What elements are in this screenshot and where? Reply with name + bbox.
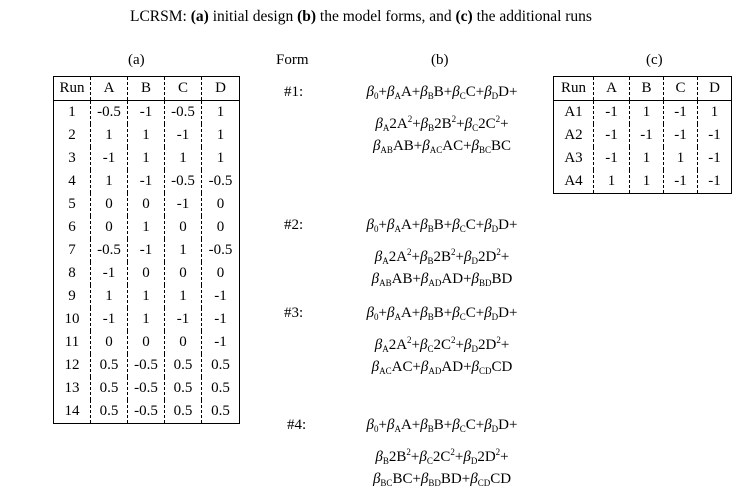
caption-a-tag: (a) [190,8,209,25]
table-cell: 0.5 [165,354,202,377]
column-header: C [664,77,698,101]
model-equation-line: $\beta_{AB}AB+\beta_{AD}AD+\beta_{BD}BD$ [371,271,513,288]
table-cell: 0.5 [202,400,240,424]
table-cell: 0.5 [91,400,128,424]
table-cell: -1 [698,147,732,170]
section-c-label: (c) [646,52,663,68]
table-cell: 0 [128,193,165,216]
table-row [554,147,732,170]
run-label: 1 [54,101,91,125]
table-cell: -1 [202,331,240,354]
table-cell: 1 [630,101,664,125]
table-row [54,170,240,193]
model-equation-line: $\beta_0+\beta_AA+\beta_BB+\beta_CC+\beta_DD+$ [366,417,518,434]
table-row [54,331,240,354]
table-cell: -1 [91,308,128,331]
form-number: #3: [284,305,304,321]
table-row [54,239,240,262]
table-header-row [54,77,240,101]
run-label: 8 [54,262,91,285]
figure-caption [130,8,592,26]
table-cell: 1 [91,170,128,193]
table-cell: -1 [165,308,202,331]
run-label: A2 [554,124,594,147]
table-cell: -1 [91,262,128,285]
table-cell: 1 [128,216,165,239]
column-header: D [698,77,732,101]
column-header: B [630,77,664,101]
column-header: B [128,77,165,101]
table-cell: 1 [165,285,202,308]
table-cell: -1 [698,124,732,147]
table-cell: 1 [128,285,165,308]
table-cell: -1 [594,124,630,147]
table-row [54,262,240,285]
table-cell: 1 [165,147,202,170]
table-row [54,377,240,400]
form-number: #1: [284,84,304,100]
table-cell: 0 [202,262,240,285]
caption-b-tag: (b) [297,8,317,25]
table-cell: 1 [165,239,202,262]
table-cell: 0 [165,216,202,239]
table-cell: 0.5 [202,354,240,377]
additional-runs-table [553,76,732,194]
run-label: A1 [554,101,594,125]
table-row [54,124,240,147]
table-cell: -0.5 [128,377,165,400]
initial-design-table [53,76,240,424]
run-label: 9 [54,285,91,308]
table-cell: -0.5 [165,170,202,193]
table-row [54,354,240,377]
run-label: 3 [54,147,91,170]
model-equation-line: $\beta_A2A^2+\beta_B2B^2+\beta_D2D^2+$ [374,247,510,266]
caption-a-text: initial design [208,8,298,25]
table-cell: 0 [91,193,128,216]
table-cell: 0 [202,193,240,216]
run-label: 2 [54,124,91,147]
table-cell: -1 [128,239,165,262]
table-cell: -0.5 [202,239,240,262]
table-row [54,308,240,331]
table-cell: 1 [202,101,240,125]
model-equation-line: $\beta_{BC}BC+\beta_{BD}BD+\beta_{CD}CD$ [372,471,512,488]
table-row [554,124,732,147]
table-cell: 1 [202,124,240,147]
table-cell: -1 [128,170,165,193]
table-cell: -1 [664,101,698,125]
model-equation-line: $\beta_0+\beta_AA+\beta_BB+\beta_CC+\beta_DD+$ [366,305,518,322]
run-label: 6 [54,216,91,239]
model-equation-line: $\beta_A2A^2+\beta_B2B^2+\beta_C2C^2+$ [375,114,509,133]
table-cell: 0 [91,331,128,354]
table-cell: 0 [202,216,240,239]
table-cell: 0 [128,262,165,285]
model-equation-line: $\beta_0+\beta_AA+\beta_BB+\beta_CC+\beta_DD+$ [366,217,518,234]
table-cell: 1 [91,285,128,308]
table-cell: 0 [91,216,128,239]
caption-c-text: the additional runs [472,8,592,25]
run-label: 14 [54,400,91,424]
table-cell: -1 [698,170,732,194]
table-cell: -1 [594,101,630,125]
form-number: #4: [287,417,307,433]
table-cell: -0.5 [128,400,165,424]
table-cell: 0.5 [165,377,202,400]
table-header-row [554,77,732,101]
section-b-label: (b) [431,52,449,68]
model-equation-line: $\beta_{AC}AC+\beta_{AD}AD+\beta_{CD}CD$ [371,359,513,376]
table-cell: 1 [91,124,128,147]
run-label: 13 [54,377,91,400]
table-cell: -1 [91,147,128,170]
table-cell: -0.5 [91,101,128,125]
run-label: 5 [54,193,91,216]
column-header: Run [554,77,594,101]
table-cell: -0.5 [202,170,240,193]
form-column-label: Form [276,52,309,68]
table-row [554,170,732,194]
model-equation-line: $\beta_A2A^2+\beta_C2C^2+\beta_D2D^2+$ [374,335,510,354]
table-cell: 0.5 [91,377,128,400]
run-label: 10 [54,308,91,331]
run-label: A4 [554,170,594,194]
table-cell: -0.5 [128,354,165,377]
form-number: #2: [284,217,304,233]
table-cell: 1 [698,101,732,125]
table-cell: 0.5 [91,354,128,377]
run-label: 4 [54,170,91,193]
column-header: C [165,77,202,101]
table-cell: 1 [202,147,240,170]
table-row [54,400,240,424]
table-cell: 1 [128,308,165,331]
table-row [554,101,732,125]
table-cell: 1 [664,147,698,170]
table-cell: -1 [664,170,698,194]
table-row [54,147,240,170]
table-cell: 0.5 [165,400,202,424]
table-cell: -0.5 [165,101,202,125]
table-cell: 1 [630,147,664,170]
section-a-label: (a) [128,52,145,68]
table-cell: 1 [128,147,165,170]
table-cell: -1 [128,101,165,125]
table-cell: -1 [594,147,630,170]
model-equation-line: $\beta_{AB}AB+\beta_{AC}AC+\beta_{BC}BC$ [372,138,512,155]
table-cell: -1 [165,124,202,147]
table-cell: 0.5 [202,377,240,400]
column-header: A [91,77,128,101]
table-row [54,216,240,239]
column-header: A [594,77,630,101]
column-header: D [202,77,240,101]
table-row [54,101,240,125]
caption-b-text: the model forms, and [316,8,456,25]
run-label: A3 [554,147,594,170]
table-cell: -1 [165,193,202,216]
table-row [54,193,240,216]
model-equation-line: $\beta_B2B^2+\beta_C2C^2+\beta_D2D^2+$ [375,447,509,466]
table-cell: -1 [630,124,664,147]
table-cell: -0.5 [91,239,128,262]
table-cell: 1 [630,170,664,194]
model-equation-line: $\beta_0+\beta_AA+\beta_BB+\beta_CC+\beta_DD+$ [366,84,518,101]
run-label: 7 [54,239,91,262]
table-cell: 0 [128,331,165,354]
caption-prefix: LCRSM: [130,8,191,25]
run-label: 11 [54,331,91,354]
table-row [54,285,240,308]
table-cell: -1 [202,285,240,308]
table-cell: -1 [664,124,698,147]
column-header: Run [54,77,91,101]
table-cell: 1 [594,170,630,194]
caption-c-tag: (c) [455,8,473,25]
table-cell: 1 [128,124,165,147]
table-cell: 0 [165,331,202,354]
run-label: 12 [54,354,91,377]
table-cell: 0 [165,262,202,285]
table-cell: -1 [202,308,240,331]
